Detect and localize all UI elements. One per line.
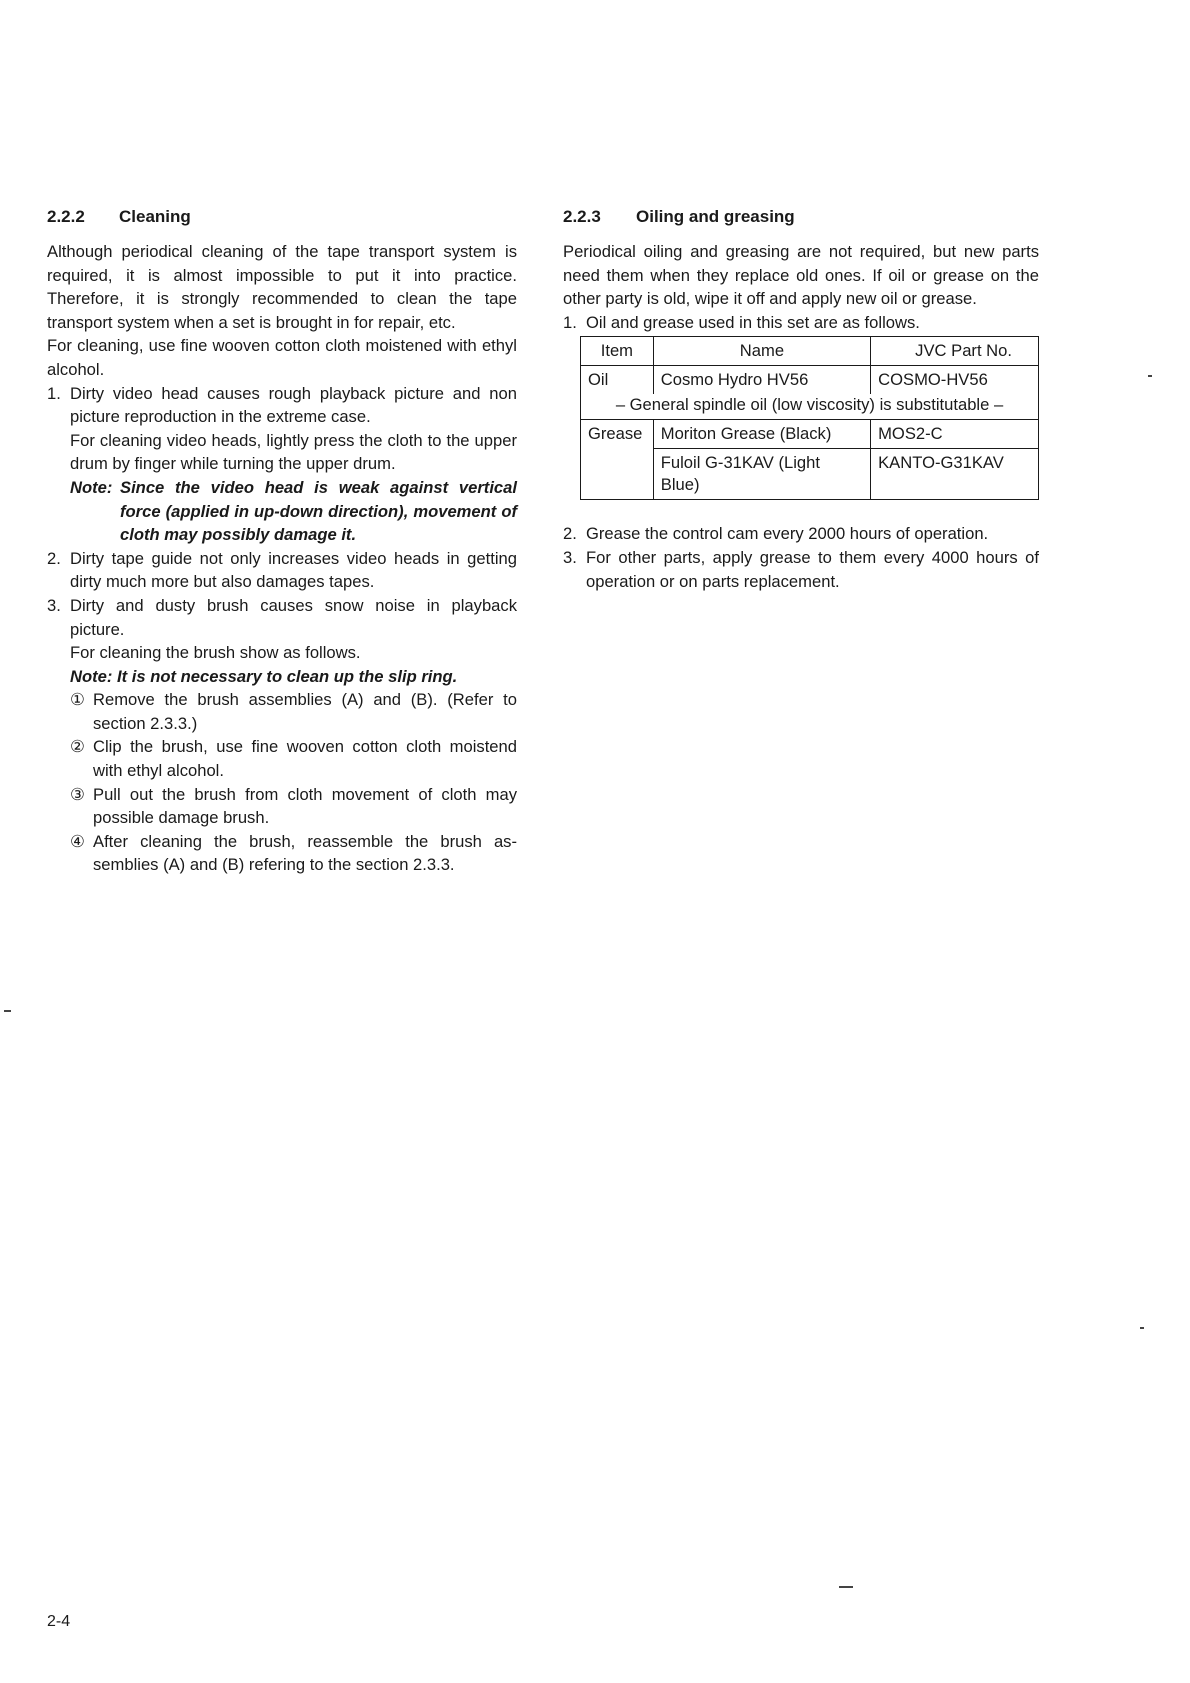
table-row [581,366,1039,395]
section-title: Cleaning [119,207,191,226]
item-number: 1. [563,312,577,332]
step-text: Clip the brush, use fine wooven cotton cloth moistend with ethyl alcohol. [93,737,517,781]
list-item [563,522,1039,546]
scan-mark [839,1586,853,1588]
item-number: 3. [563,547,577,567]
section-heading [563,205,1039,229]
step-number: ④ [70,831,85,851]
note-label: Note: [70,477,113,497]
item-text: Dirty and dusty brush causes snow noise in playback picture. [70,595,517,639]
list-item [563,311,1039,335]
cell-part: COSMO-HV56 [871,366,1039,395]
section-number: 2.2.2 [47,207,85,226]
cell-part: KANTO-G31KAV [871,449,1039,500]
page-number: 2-4 [47,1613,71,1630]
intro-paragraph: Periodical oiling and greasing are not required, but new parts need them when they replace old ones. If oil or grease on the other party is old, wipe it off and apply new oil or grease. [563,242,1039,309]
item-number: 2. [563,524,577,544]
step [70,688,517,735]
step-number: ① [70,690,85,710]
item-text-2: For cleaning video heads, lightly press the cloth to the upper drum by finger while turning the upper drum. [70,430,517,474]
list-item [47,547,517,594]
section-heading [47,205,517,229]
note: Note: It is not necessary to clean up the slip ring. [70,666,458,686]
cell-name: Moriton Grease (Black) [653,420,870,449]
header-item: Item [581,337,654,366]
list-item [47,594,517,877]
note-text: Since the video head is weak against vertical force (applied in up-down direction), movement of cloth may possibly damage it. [120,477,517,545]
item-text: Oil and grease used in this set are as follows. [586,312,920,332]
list-item [563,546,1039,593]
section-title: Oiling and greasing [636,207,795,226]
cell-name: Fuloil G-31KAV (Light Blue) [653,449,870,500]
scan-mark [4,1010,11,1012]
table-note-row [581,394,1039,420]
item-text: For other parts, apply grease to them every 4000 hours of operation or on parts replacement. [586,547,1039,591]
note [70,476,517,547]
section-oiling-greasing [563,205,1039,593]
item-number: 2. [47,548,61,568]
parts-table [580,336,1039,500]
step-text: Pull out the brush from cloth movement of cloth may possible damage brush. [93,784,517,828]
table-header-row [581,337,1039,366]
intro-paragraph-2: For cleaning, use fine wooven cotton cloth moistened with ethyl alcohol. [47,336,517,379]
section-number: 2.2.3 [563,207,601,226]
table-row [581,420,1039,449]
step [70,735,517,782]
header-part-no: JVC Part No. [871,337,1039,366]
step [70,783,517,830]
item-number: 3. [47,595,61,615]
list-item [47,382,517,547]
header-name: Name [653,337,870,366]
cell-name: Cosmo Hydro HV56 [653,366,870,395]
scan-mark [1148,375,1152,377]
scan-mark [1140,1327,1144,1329]
intro-paragraph: Although periodical cleaning of the tape transport system is required, it is almost impossible to put it into practice. Therefore, it is strongly recommended to clean the tape transport system when a set is brought in for repair, etc. [47,242,517,332]
cell-part: MOS2-C [871,420,1039,449]
section-cleaning [47,205,517,877]
item-number: 1. [47,383,61,403]
item-text-2: For cleaning the brush show as follows. [70,643,361,663]
step-number: ③ [70,784,85,804]
step-number: ② [70,737,85,757]
item-text: Dirty tape guide not only increases video heads in getting dirty much more but also damages tapes. [70,548,517,592]
cell-item: Grease [581,420,654,500]
item-text: Grease the control cam every 2000 hours of operation. [586,524,989,544]
cell-note: – General spindle oil (low viscosity) is substitutable – [581,394,1039,420]
step-text: After cleaning the brush, reassemble the brush as-semblies (A) and (B) refering to the section 2.3.3. [93,831,517,875]
step [70,830,517,877]
cell-item: Oil [581,366,654,395]
item-text: Dirty video head causes rough playback picture and non picture reproduction in the extreme case. [70,383,517,427]
step-text: Remove the brush assemblies (A) and (B). (Refer to section 2.3.3.) [93,690,517,733]
